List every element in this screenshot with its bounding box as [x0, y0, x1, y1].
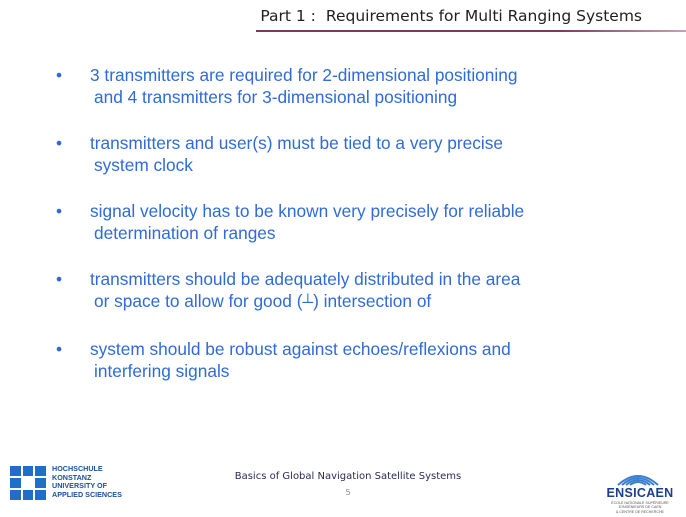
page-number: 5: [345, 488, 351, 497]
bullet-item: [56, 200, 656, 244]
slide-title: [260, 7, 642, 25]
bullet-text-after-symbol: ) intersection of: [313, 291, 432, 311]
bullet-text-continued: determination of ranges: [94, 223, 276, 243]
bullet-text-continued: system clock: [94, 155, 193, 175]
ensicaen-subtitle: ÉCOLE NATIONALE SUPÉRIEURE D'INGÉNIEURS DE CAEN & CENTRE DE RECHERCHE: [611, 501, 669, 514]
bullet-text: system should be robust against echoes/reflexions and: [90, 339, 511, 359]
ensicaen-wordmark: ENSICAEN: [606, 486, 674, 500]
bullet-marker: •: [56, 201, 63, 221]
header-rule: [256, 30, 686, 32]
bullet-text-continued: and 4 transmitters for 3-dimensional positioning: [94, 87, 458, 107]
bullet-text-continued: interfering signals: [94, 361, 230, 381]
part-label: Part 1 :: [260, 7, 316, 25]
bullet-item: [56, 64, 656, 108]
bullet-text-continued: [56, 290, 656, 314]
bullet-marker: •: [56, 133, 63, 153]
htwg-grid-icon: [10, 466, 46, 500]
bullet-marker: •: [56, 65, 63, 85]
slide-header: [256, 2, 686, 32]
hochschule-konstanz-wordmark: HOCHSCHULE KONSTANZ UNIVERSITY OF APPLIED SCIENCES: [52, 464, 122, 499]
ensicaen-logo: [600, 465, 680, 513]
slide-footer: [222, 471, 474, 497]
bullet-item: [56, 132, 656, 176]
bullet-text: transmitters should be adequately distributed in the area: [90, 269, 521, 289]
ensicaen-wave-icon: [616, 465, 660, 487]
bullet-text: transmitters and user(s) must be tied to a very precise: [90, 133, 503, 153]
bullet-text: signal velocity has to be known very precisely for reliable: [90, 201, 525, 221]
bullet-list: [56, 64, 656, 406]
bullet-marker: •: [56, 269, 63, 289]
perpendicular-icon: ┴: [302, 294, 314, 311]
section-title: Requirements for Multi Ranging Systems: [325, 7, 642, 25]
bullet-text-before-symbol: or space to allow for good (: [94, 291, 303, 311]
bullet-item: [56, 268, 656, 314]
bullet-text: 3 transmitters are required for 2-dimensional positioning: [90, 65, 518, 85]
hochschule-konstanz-logo: [10, 465, 130, 505]
bullet-item: [56, 338, 656, 382]
bullet-marker: •: [56, 339, 63, 359]
footer-title: Basics of Global Navigation Satellite Systems: [234, 471, 462, 482]
